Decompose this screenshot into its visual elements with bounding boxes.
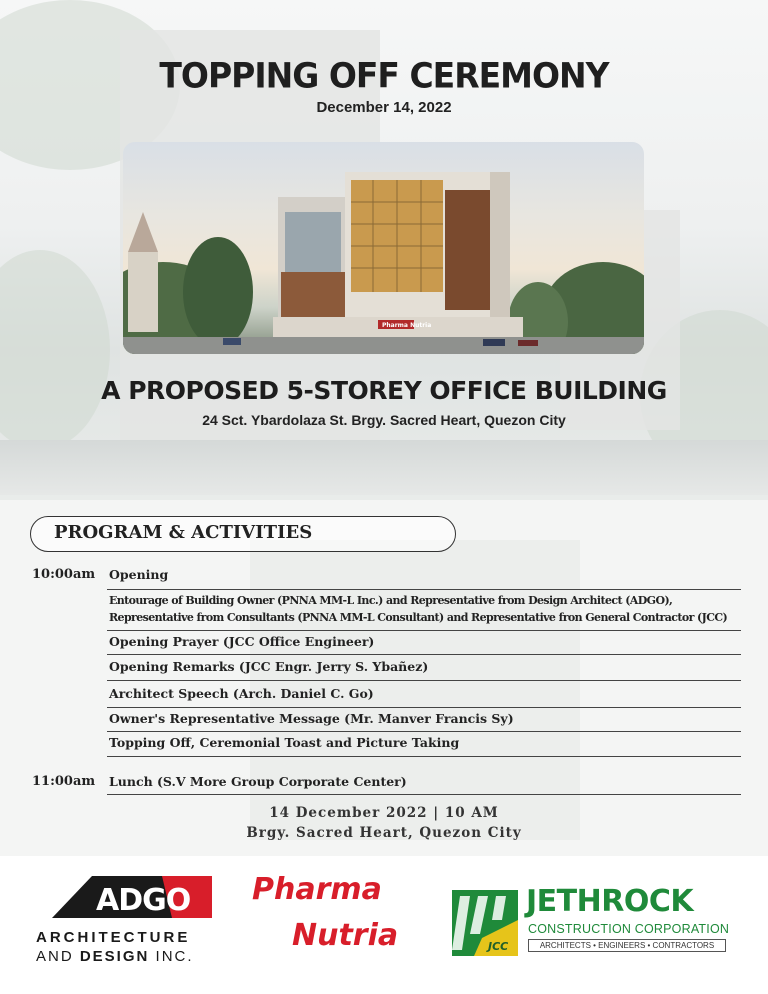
project-address: 24 Sct. Ybardolaza St. Brgy. Sacred Heart, Quezon City: [202, 412, 566, 428]
adgo-line2-design: DESIGN: [79, 948, 150, 965]
building-column: [490, 172, 510, 322]
divider: [107, 680, 741, 681]
building-rendering: [123, 142, 644, 354]
adgo-line2-and: AND: [36, 948, 80, 965]
adgo-line2: [36, 948, 194, 965]
program-item: Opening: [109, 567, 169, 582]
program-item: Entourage of Building Owner (PNNA MM-L Inc.) and Representative from Design Architect (ADGO),: [109, 594, 673, 607]
pharma-nutria-logo: [252, 872, 412, 972]
event-place: Brgy. Sacred Heart, Quezon City: [246, 825, 522, 841]
jethrock-name: JETHROCK: [526, 884, 694, 919]
car-shape: [223, 338, 241, 345]
program-item: Opening Prayer (JCC Office Engineer): [109, 634, 375, 649]
project-title: A PROPOSED 5-STOREY OFFICE BUILDING: [101, 376, 667, 405]
adgo-line2-inc: INC.: [149, 948, 194, 965]
svg-text:JCC: JCC: [488, 940, 509, 953]
pharma-text: Pharma: [252, 872, 382, 907]
event-date-time: 14 December 2022 | 10 AM: [269, 805, 499, 821]
program-item: Topping Off, Ceremonial Toast and Picture Taking: [109, 735, 460, 750]
building-wood-panel: [281, 272, 345, 317]
storefront-sign: Pharma Nutria: [382, 322, 432, 329]
church-spire: [128, 212, 158, 252]
church-shape: [128, 252, 158, 332]
car-shape: [518, 340, 538, 346]
divider: [107, 731, 741, 732]
divider: [107, 630, 741, 631]
svg-text:ADGO: ADGO: [96, 883, 191, 918]
program-heading: PROGRAM & ACTIVITIES: [54, 522, 313, 543]
car-shape: [483, 339, 505, 346]
program-time: 10:00am: [32, 567, 96, 582]
page-title: TOPPING OFF CEREMONY: [159, 55, 609, 96]
jethrock-subtitle: CONSTRUCTION CORPORATION: [528, 922, 730, 936]
jethrock-logo: [452, 884, 742, 968]
program-item: Lunch (S.V More Group Corporate Center): [109, 774, 407, 789]
adgo-logo: [32, 872, 222, 972]
jcc-mark: [452, 890, 518, 956]
program-time: 11:00am: [32, 774, 96, 789]
divider: [107, 794, 741, 795]
nutria-text: Nutria: [292, 918, 399, 953]
adgo-line1: ARCHITECTURE: [36, 929, 191, 946]
building-glass-side: [285, 212, 341, 272]
divider: [107, 707, 741, 708]
program-item: Representative from Consultants (PNNA MM-L Consultant) and Representative fron General Contractor (JCC): [109, 611, 728, 624]
program-item: Owner's Representative Message (Mr. Manver Francis Sy): [109, 711, 514, 726]
divider: [107, 654, 741, 655]
program-item: Architect Speech (Arch. Daniel C. Go): [109, 686, 374, 701]
divider: [107, 756, 741, 757]
ceremony-date: December 14, 2022: [316, 99, 452, 116]
background-road: [0, 440, 768, 495]
jethrock-tagline: ARCHITECTS • ENGINEERS • CONTRACTORS: [528, 939, 726, 952]
building-wood-facade: [445, 190, 490, 310]
building-illustration: [123, 142, 644, 354]
street: [123, 337, 644, 354]
tree-shape: [183, 237, 253, 347]
divider: [107, 589, 741, 590]
program-item: Opening Remarks (JCC Engr. Jerry S. Ybañez): [109, 659, 429, 674]
adgo-mark: [52, 872, 212, 922]
